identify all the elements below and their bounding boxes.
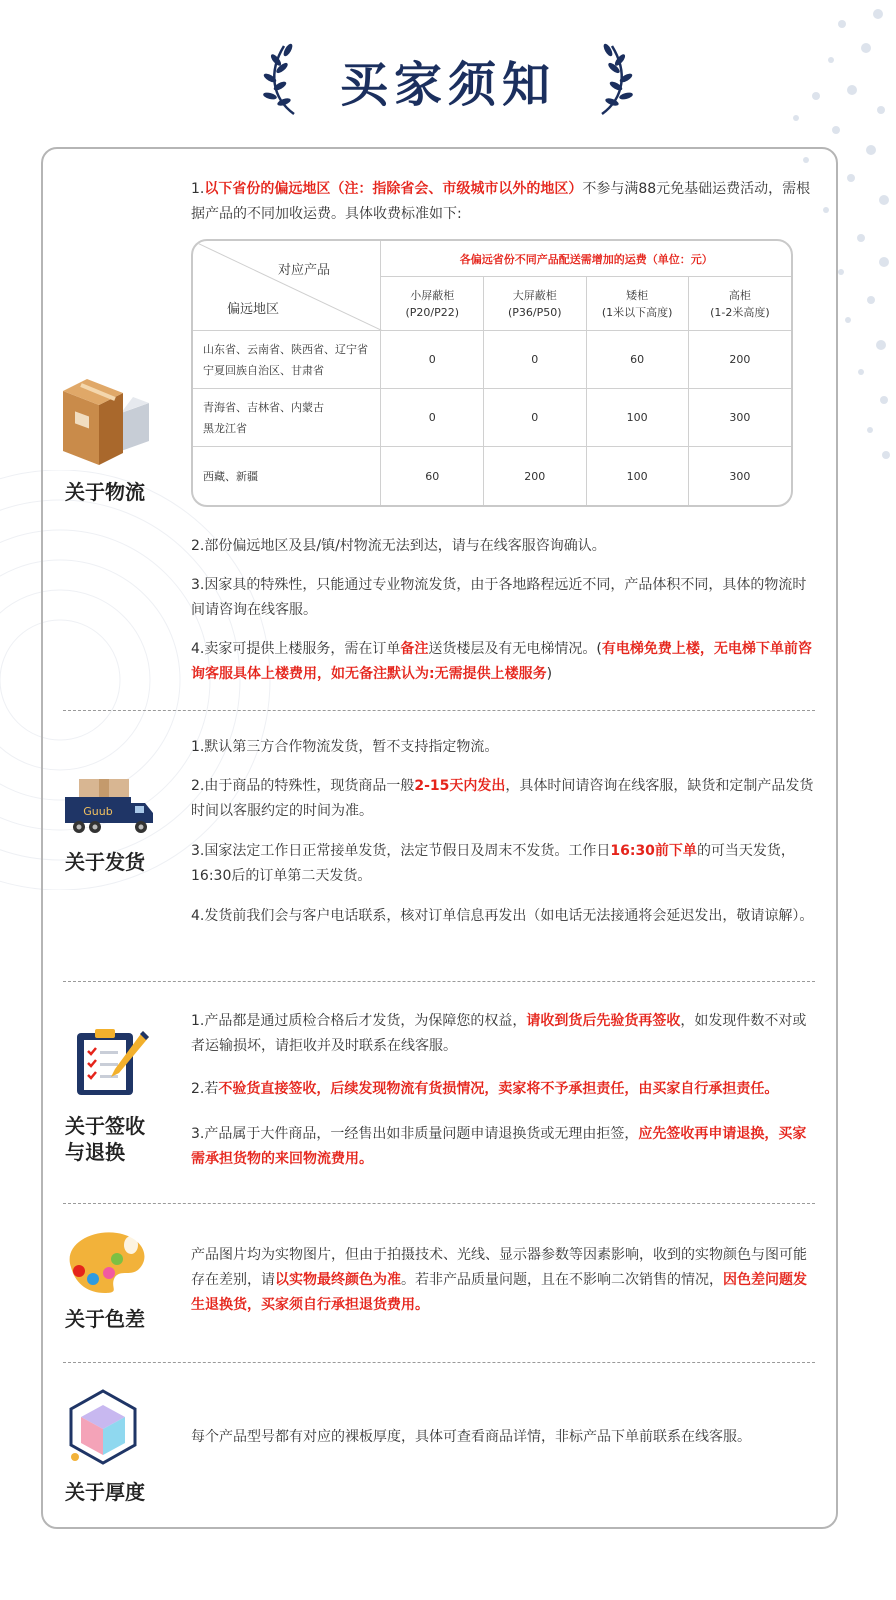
shipping-paragraph-1: 1.默认第三方合作物流发货，暂不支持指定物流。 (191, 739, 499, 755)
signing-paragraph-1: 1.产品都是通过质检合格后才发货，为保障您的权益，请收到货后先验货再签收，如发现件数不对或者运输损坏，请拒收并及时联系在线客服。 (191, 1013, 807, 1054)
region-cell: 西藏、新疆 (193, 447, 381, 505)
fee-cell: 0 (381, 331, 484, 389)
delivery-truck-icon (63, 777, 155, 835)
column-header: 高柜 (1-2米高度) (689, 277, 791, 331)
laurel-right-icon (592, 38, 638, 118)
paint-palette-icon (61, 1227, 151, 1295)
table-header-note: 各偏远省份不同产品配送需增加的运费（单位：元） (381, 241, 791, 277)
fee-cell: 200 (484, 447, 587, 505)
shipping-paragraph-4: 4.发货前我们会与客户电话联系，核对订单信息再发出（如电话无法接通将会延迟发出，敬请谅解）。 (191, 908, 814, 924)
table-row (193, 389, 791, 447)
section-shipping-label: 关于发货 (65, 850, 145, 874)
section-thickness-label: 关于厚度 (65, 1480, 145, 1504)
section-divider (63, 1362, 815, 1363)
page-header (0, 38, 896, 118)
color-paragraph-1: 产品图片均为实物图片，但由于拍摄技术、光线、显示器参数等因素影响，收到的实物颜色与图可能存在差别，请以实物最终颜色为准。若非产品质量问题，且在不影响二次销售的情况，因色差问题发生退换货，买家须自行承担退货费用。 (191, 1247, 807, 1313)
shipping-paragraph-3: 3.国家法定工作日正常接单发货，法定节假日及周末不发货。工作日16:30前下单的可当天发货，16:30后的订单第二天发货。 (191, 843, 795, 884)
diagonal-line (193, 241, 383, 331)
logistics-paragraph-1: 1.以下省份的偏远地区（注：指除省会、市级城市以外的地区）不参与满88元免基础运费活动，需根据产品的不同加收运费。具体收费标准如下: (191, 181, 811, 222)
fee-cell: 200 (689, 331, 791, 389)
logistics-paragraph-3: 3.因家具的特殊性，只能通过专业物流发货，由于各地路程远近不同，产品体积不同，具体的物流时间请咨询在线客服。 (191, 577, 807, 618)
region-cell: 山东省、云南省、陕西省、辽宁省 宁夏回族自治区、甘肃省 (193, 331, 381, 389)
section-color-label: 关于色差 (65, 1307, 145, 1331)
column-header: 大屏蔽柜 (P36/P50) (484, 277, 587, 331)
logistics-paragraph-4: 4.卖家可提供上楼服务，需在订单备注送货楼层及有无电梯情况。(有电梯免费上楼，无电梯下单前咨询客服具体上楼费用，如无备注默认为:无需提供上楼服务) (191, 641, 812, 682)
clipboard-checklist-icon (73, 1027, 151, 1097)
logistics-paragraph-2: 2.部份偏远地区及县/镇/村物流无法到达，请与在线客服咨询确认。 (191, 538, 606, 554)
fee-cell: 60 (587, 331, 689, 389)
section-signing-label: 关于签收 与退换 (65, 1114, 145, 1164)
fee-cell: 60 (381, 447, 484, 505)
notice-card (41, 147, 838, 1529)
table-row (193, 447, 791, 505)
remote-fee-table (191, 239, 793, 507)
section-divider (63, 981, 815, 982)
region-cell: 青海省、吉林省、内蒙古 黑龙江省 (193, 389, 381, 447)
table-corner-header: 对应产品 偏远地区 (193, 241, 381, 331)
signing-paragraph-3: 3.产品属于大件商品，一经售出如非质量问题申请退换货或无理由拒签，应先签收再申请退换，买家需承担货物的来回物流费用。 (191, 1126, 807, 1167)
column-header: 小屏蔽柜 (P20/P22) (381, 277, 484, 331)
fee-cell: 300 (729, 469, 751, 483)
page-title: 买家须知 (339, 57, 556, 113)
package-boxes-icon (63, 371, 153, 467)
fee-cell: 0 (484, 331, 587, 389)
fee-cell: 100 (587, 389, 689, 447)
truck-label: Guub (83, 805, 113, 818)
fee-cell: 300 (689, 389, 791, 447)
fee-cell: 100 (587, 447, 689, 505)
fee-cell: 0 (484, 389, 587, 447)
fee-cell: 0 (381, 389, 484, 447)
thickness-paragraph-1: 每个产品型号都有对应的裸板厚度，具体可查看商品详情，非标产品下单前联系在线客服。 (191, 1429, 751, 1445)
section-divider (63, 1203, 815, 1204)
column-header: 矮柜 (1米以下高度) (587, 277, 689, 331)
shipping-paragraph-2: 2.由于商品的特殊性，现货商品一般2-15天内发出，具体时间请咨询在线客服，缺货和定制产品发货时间以客服约定的时间为准。 (191, 778, 814, 819)
signing-paragraph-2: 2.若不验货直接签收，后续发现物流有货损情况，卖家将不予承担责任，由买家自行承担责任。 (191, 1081, 779, 1097)
table-row (193, 331, 791, 389)
section-divider (63, 710, 815, 711)
section-logistics-label: 关于物流 (65, 480, 145, 504)
cube-icon (67, 1387, 139, 1469)
